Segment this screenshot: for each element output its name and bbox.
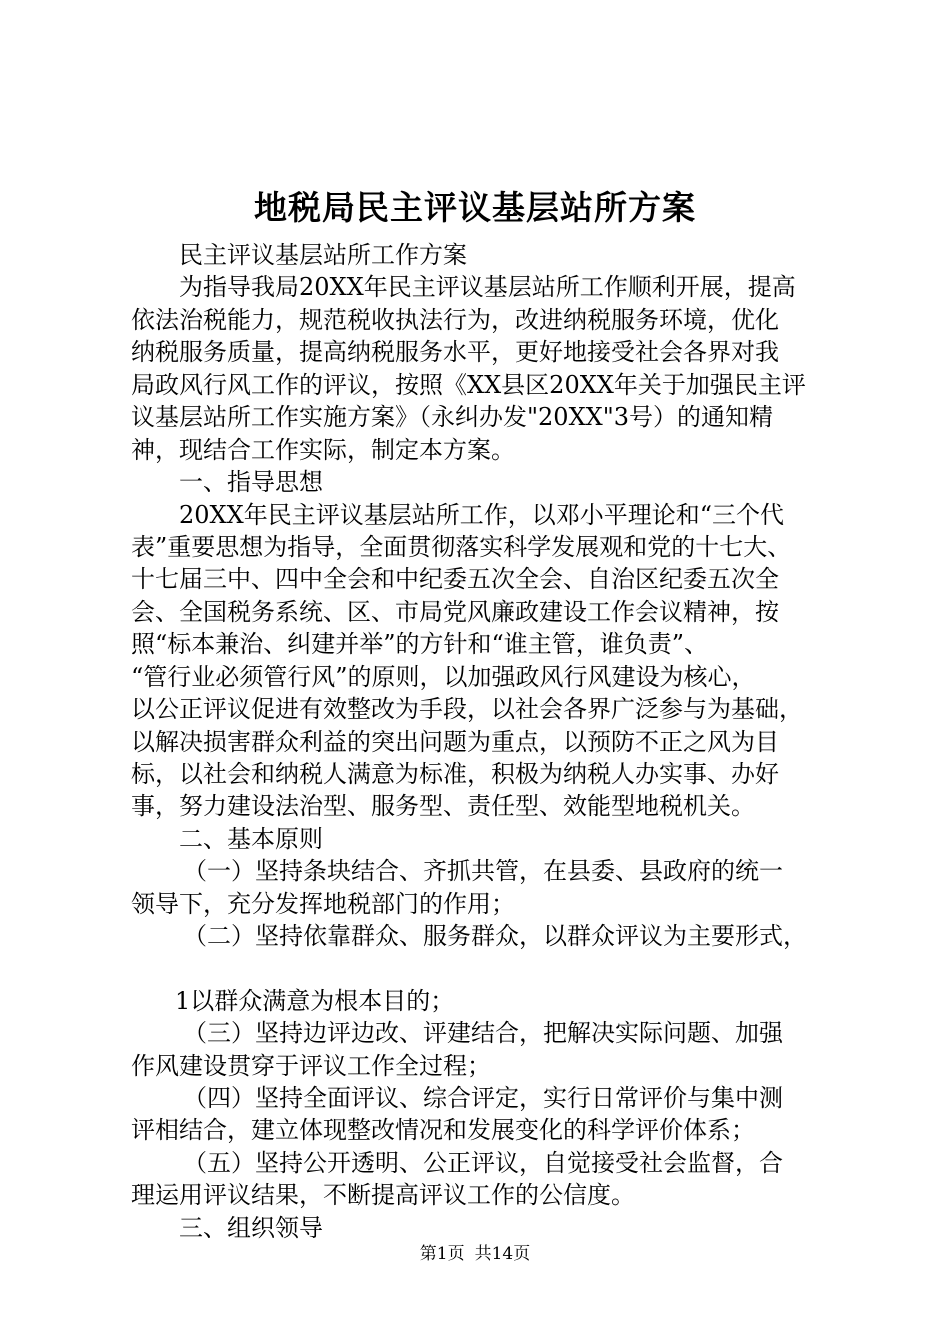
principle-line: 作风建设贯穿于评议工作全过程； [131, 1051, 491, 1080]
paragraph-line: 为指导我局20XX年民主评议基层站所工作顺利开展，提高 [179, 273, 796, 302]
paragraph-line: 十七届三中、四中全会和中纪委五次全会、自治区纪委五次全 [131, 565, 779, 594]
paragraph-line: 神，现结合工作实际，制定本方案。 [131, 435, 515, 464]
principle-line: 评相结合，建立体现整改情况和发展变化的科学评价体系； [131, 1116, 755, 1145]
page-total: 共14页 [474, 1244, 531, 1264]
section-heading: 一、指导思想 [179, 468, 323, 497]
paragraph-line: “管行业必须管行风”的原则，以加强政风行风建设为核心， [131, 662, 756, 691]
principle-line: 1以群众满意为根本目的； [175, 986, 455, 1015]
document-body [131, 239, 851, 1244]
paragraph-line: 以解决损害群众利益的突出问题为重点，以预防不正之风为目 [131, 727, 779, 756]
principle-line: （四）坚持全面评议、综合评定，实行日常评价与集中测 [183, 1083, 783, 1112]
principle-line: （二）坚持依靠群众、服务群众，以群众评议为主要形式， [183, 922, 807, 951]
paragraph-line: 议基层站所工作实施方案》（永纠办发"20XX"3号）的通知精 [131, 403, 774, 432]
page-number: 第1页 [419, 1244, 465, 1264]
paragraph-line: 照“标本兼治、纠建并举”的方针和“谁主管，谁负责”、 [131, 630, 709, 659]
page-break-gap [131, 953, 851, 985]
paragraph-line: 依法治税能力，规范税收执法行为，改进纳税服务环境，优化 [131, 305, 779, 334]
subtitle-line: 民主评议基层站所工作方案 [179, 241, 467, 269]
paragraph-line: 纳税服务质量，提高纳税服务水平，更好地接受社会各界对我 [131, 338, 779, 367]
section-heading: 二、基本原则 [179, 824, 323, 853]
paragraph-line: 会、全国税务系统、区、市局党风廉政建设工作会议精神，按 [131, 597, 779, 626]
paragraph-line: 表”重要思想为指导，全面贯彻落实科学发展观和党的十七大、 [131, 532, 792, 561]
paragraph-line: 事，努力建设法治型、服务型、责任型、效能型地税机关。 [131, 792, 755, 821]
principle-line: （三）坚持边评边改、评建结合，把解决实际问题、加强 [183, 1019, 783, 1048]
page-footer [0, 1242, 950, 1266]
principle-line: 理运用评议结果，不断提高评议工作的公信度。 [131, 1181, 635, 1210]
principle-line: （五）坚持公开透明、公正评议，自觉接受社会监督，合 [183, 1148, 783, 1177]
principle-line: （一）坚持条块结合、齐抓共管，在县委、县政府的统一 [183, 857, 783, 886]
principle-line: 领导下，充分发挥地税部门的作用； [131, 889, 515, 918]
document-title: 地税局民主评议基层站所方案 [254, 188, 696, 227]
paragraph-line: 20XX年民主评议基层站所工作，以邓小平理论和“三个代 [179, 500, 784, 529]
paragraph-line: 局政风行风工作的评议，按照《XX县区20XX年关于加强民主评 [131, 370, 806, 399]
paragraph-line: 以公正评议促进有效整改为手段，以社会各界广泛参与为基础， [131, 695, 803, 724]
paragraph-line: 标，以社会和纳税人满意为标准，积极为纳税人办实事、办好 [131, 760, 779, 788]
section-heading: 三、组织领导 [179, 1213, 323, 1242]
